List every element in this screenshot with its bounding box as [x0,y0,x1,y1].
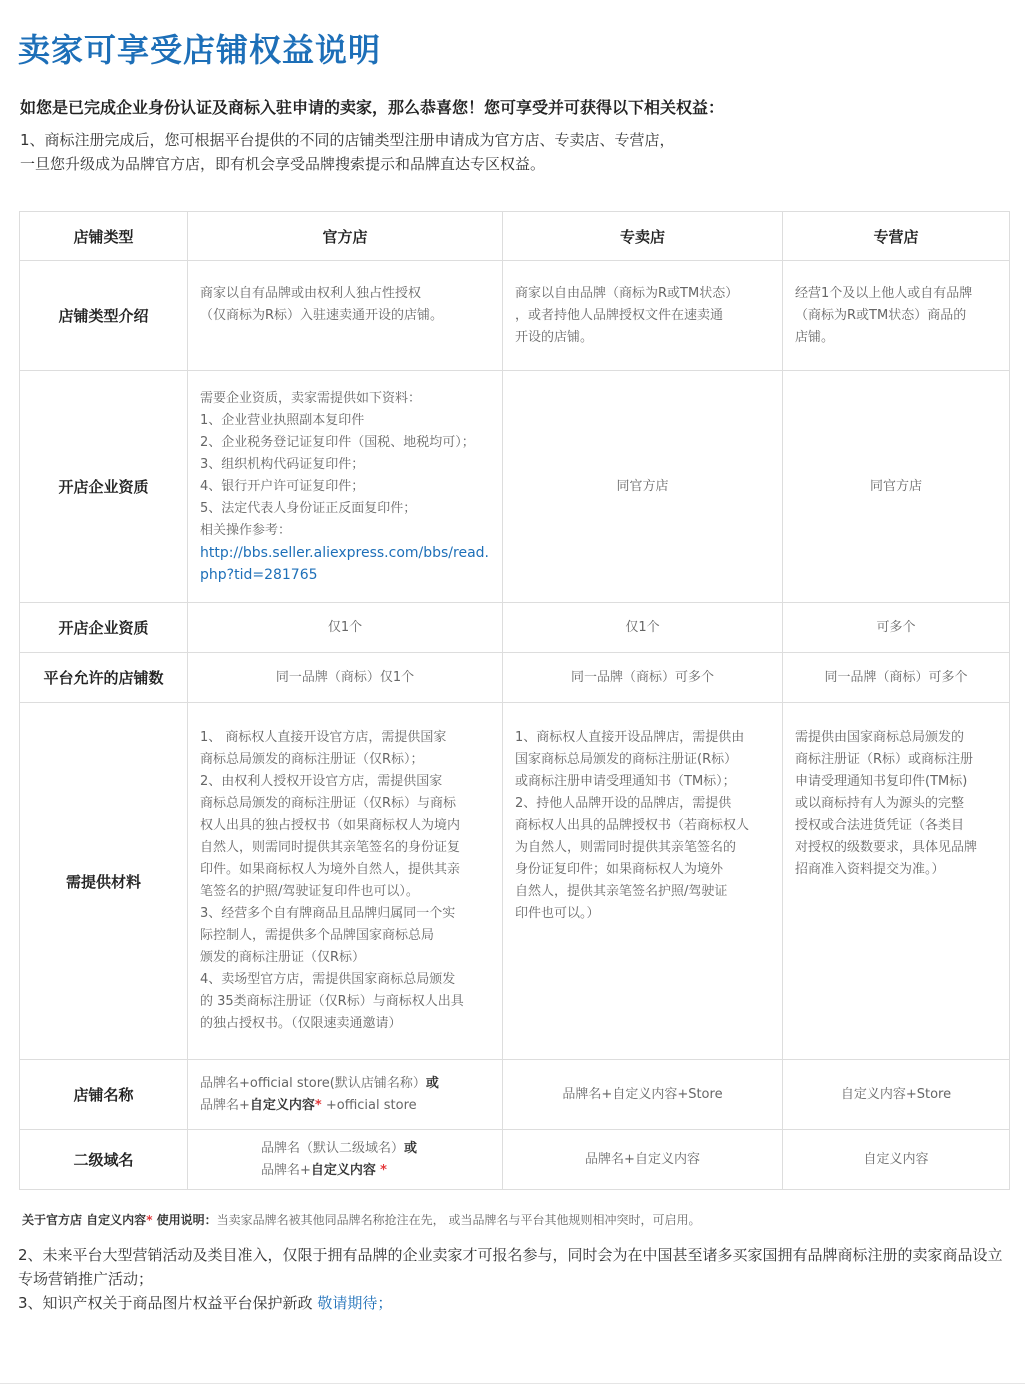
row-label-qualification-count: 开店企业资质 [20,603,188,653]
text-line: 开设的店铺。 [515,329,594,345]
text-line: 的 35类商标注册证（仅R标）与商标权人出具 [200,994,464,1009]
table-row-domain [20,1130,1010,1190]
benefit-paragraph-2: 2、未来平台大型营销活动及类目准入，仅限于拥有品牌的企业卖家才可报名参与，同时会为在中国甚至诸多买家国拥有品牌商标注册的卖家商品设立专场营销推广活动； [18,1246,1003,1288]
text-line: 2、企业税务登记证复印件（国税、地税均可）； [200,434,475,450]
text-line: 商标权人出具的品牌授权书（若商标权人 [515,818,750,833]
cell-count-exclusive: 仅1个 [503,603,783,653]
text-line: 对授权的级数要求，具体见品牌 [795,840,978,855]
text-line: 需要企业资质，卖家需提供如下资料： [200,390,422,406]
cell-qualification-specialty: 同官方店 [783,371,1010,603]
text-line: 4、卖场型官方店，需提供国家商标总局颁发 [200,972,456,987]
cell-store-name-exclusive: 品牌名+自定义内容+Store [503,1060,783,1130]
text-line: 或商标注册申请受理通知书（TM标）； [515,774,736,789]
intro-line-1: 1、商标注册完成后，您可根据平台提供的不同的店铺类型注册申请成为官方店、专卖店、专营店， [20,131,675,149]
text-line: 授权或合法进货凭证（各类目 [795,818,965,833]
text-line: 2、由权利人授权开设官方店，需提供国家 [200,774,443,789]
asterisk: * [380,1162,387,1178]
table-row-store-count [20,653,1010,703]
cell-type-intro-official [188,261,503,371]
cell-domain-exclusive: 品牌名+自定义内容 [503,1130,783,1190]
cell-materials-official [188,703,503,1060]
row-label-store-count: 平台允许的店铺数 [20,653,188,703]
text-line: 商标总局颁发的商标注册证（仅R标）与商标 [200,796,457,811]
text-line: 印件。如果商标权人为境外自然人，提供其亲 [200,862,461,877]
header-exclusive-store: 专卖店 [503,212,783,261]
text-line [200,1073,494,1095]
text-line: 1、商标权人直接开设品牌店，需提供由 [515,730,745,745]
stay-tuned-link[interactable]: 敬请期待； [317,1294,393,1312]
text-line: 招商准入资料提交为准。） [795,862,945,877]
text-line: ，或者持他人品牌授权文件在速卖通 [515,307,724,323]
custom-content-text: 自定义内容 [310,1162,376,1178]
text-line: 1、 商标权人直接开设官方店，需提供国家 [200,730,447,745]
text-line: 需提供由国家商标总局颁发的 [795,730,965,745]
header-store-type: 店铺类型 [20,212,188,261]
text-line [261,1138,502,1160]
header-official-store: 官方店 [188,212,503,261]
or-text: 或 [404,1140,418,1156]
cell-store-count-specialty: 同一品牌（商标）可多个 [783,653,1010,703]
header-specialty-store: 专营店 [783,212,1010,261]
store-name-suffix: +official store [321,1097,417,1113]
text-line: 际控制人，需提供多个品牌国家商标总局 [200,928,435,943]
store-name-prefix: 品牌名+ [200,1097,250,1113]
text-line: 笔签名的护照/驾驶证复印件也可以）。 [200,884,419,899]
cell-qualification-official [188,371,503,603]
link-line[interactable]: php?tid=281765 [200,566,318,583]
domain-default: 品牌名（默认二级域名） [261,1140,405,1156]
page-title: 卖家可享受店铺权益说明 [18,31,382,69]
intro-headline: 如您是已完成企业身份认证及商标入驻申请的卖家，那么恭喜您！您可享受并可获得以下相关权益： [20,98,725,117]
text-line: 经营1个及以上他人或自有品牌 [795,285,973,301]
text-line: 2、持他人品牌开设的品牌店，需提供 [515,796,732,811]
text-line: 5、法定代表人身份证正反面复印件； [200,500,417,516]
benefit-3-text: 3、知识产权关于商品图片权益平台保护新政 [18,1294,318,1312]
link-line[interactable]: http://bbs.seller.aliexpress.com/bbs/read. [200,544,490,561]
store-name-default: 品牌名+official store(默认店铺名称） [200,1075,426,1091]
footnote-text: 当卖家品牌名被其他同品牌名称抢注在先， 或当品牌名与平台其他规则相冲突时，可启用。 [216,1213,701,1227]
table-row-qualification-count [20,603,1010,653]
cell-store-count-official: 同一品牌（商标）仅1个 [188,653,503,703]
row-label-domain: 二级域名 [20,1130,188,1190]
custom-content-footnote [22,1210,700,1230]
text-line: 商家以自由品牌（商标为R或TM状态） [515,285,739,301]
cell-count-official: 仅1个 [188,603,503,653]
text-line: （仅商标为R标）入驻速卖通开设的店铺。 [200,307,444,323]
footnote-label: 关于官方店 自定义内容 [22,1213,147,1227]
text-line: （商标为R或TM状态）商品的 [795,307,967,323]
cell-domain-specialty: 自定义内容 [783,1130,1010,1190]
text-line: 申请受理通知书复印件(TM标) [795,774,968,789]
row-label-materials: 需提供材料 [20,703,188,1060]
row-label-type-intro: 店铺类型介绍 [20,261,188,371]
text-line: 店铺。 [795,329,835,345]
or-text: 或 [425,1075,439,1091]
benefit-paragraph-3 [18,1292,392,1314]
footnote-label-suffix: 使用说明： [152,1213,217,1227]
reference-link[interactable] [200,542,494,586]
text-line [200,1095,494,1117]
store-rights-table [19,211,1010,1190]
table-row-type-intro [20,261,1010,371]
table-header-row [20,212,1010,261]
table-row-store-name [20,1060,1010,1130]
asterisk: * [146,1213,153,1227]
custom-content-text: 自定义内容 [249,1097,315,1113]
cell-qualification-exclusive: 同官方店 [503,371,783,603]
text-line: 国家商标总局颁发的商标注册证(R标） [515,752,738,767]
cell-materials-specialty [783,703,1010,1060]
text-line: 印件也可以。） [515,906,600,921]
cell-domain-official [188,1130,503,1190]
text-line: 的独占授权书。（仅限速卖通邀请） [200,1016,402,1031]
cell-type-intro-specialty [783,261,1010,371]
cell-materials-exclusive [503,703,783,1060]
cell-count-specialty: 可多个 [783,603,1010,653]
asterisk: * [314,1097,322,1113]
text-line: 颁发的商标注册证（仅R标） [200,950,366,965]
text-line: 为自然人，则需同时提供其亲笔签名的 [515,840,737,855]
text-line: 自然人，提供其亲笔签名护照/驾驶证 [515,884,728,899]
text-line: 3、经营多个自有牌商品且品牌归属同一个实 [200,906,456,921]
table-row-qualification [20,371,1010,603]
text-line: 3、组织机构代码证复印件； [200,456,365,472]
cell-store-count-exclusive: 同一品牌（商标）可多个 [503,653,783,703]
text-line: 或以商标持有人为源头的完整 [795,796,965,811]
cell-type-intro-exclusive [503,261,783,371]
bottom-divider [0,1383,1025,1384]
text-line: 商标总局颁发的商标注册证（仅R标）； [200,752,424,767]
cell-store-name-official [188,1060,503,1130]
intro-line-2: 一旦您升级成为品牌官方店，即有机会享受品牌搜索提示和品牌直达专区权益。 [20,155,546,173]
table-row-materials [20,703,1010,1060]
text-line [261,1160,502,1182]
text-line: 1、企业营业执照副本复印件 [200,412,365,428]
text-line: 商家以自有品牌或由权利人独占性授权 [200,285,422,301]
text-line: 商标注册证（R标）或商标注册 [795,752,974,767]
text-line: 4、银行开户许可证复印件； [200,478,365,494]
text-line: 身份证复印件；如果商标权人为境外 [515,862,724,877]
domain-prefix: 品牌名+ [261,1162,311,1178]
cell-store-name-specialty: 自定义内容+Store [783,1060,1010,1130]
row-label-store-name: 店铺名称 [20,1060,188,1130]
row-label-qualification: 开店企业资质 [20,371,188,603]
text-line: 自然人，则需同时提供其亲笔签名的身份证复 [200,840,461,855]
text-line: 相关操作参考： [200,522,292,538]
text-line: 权人出具的独占授权书（如果商标权人为境内 [200,818,461,833]
